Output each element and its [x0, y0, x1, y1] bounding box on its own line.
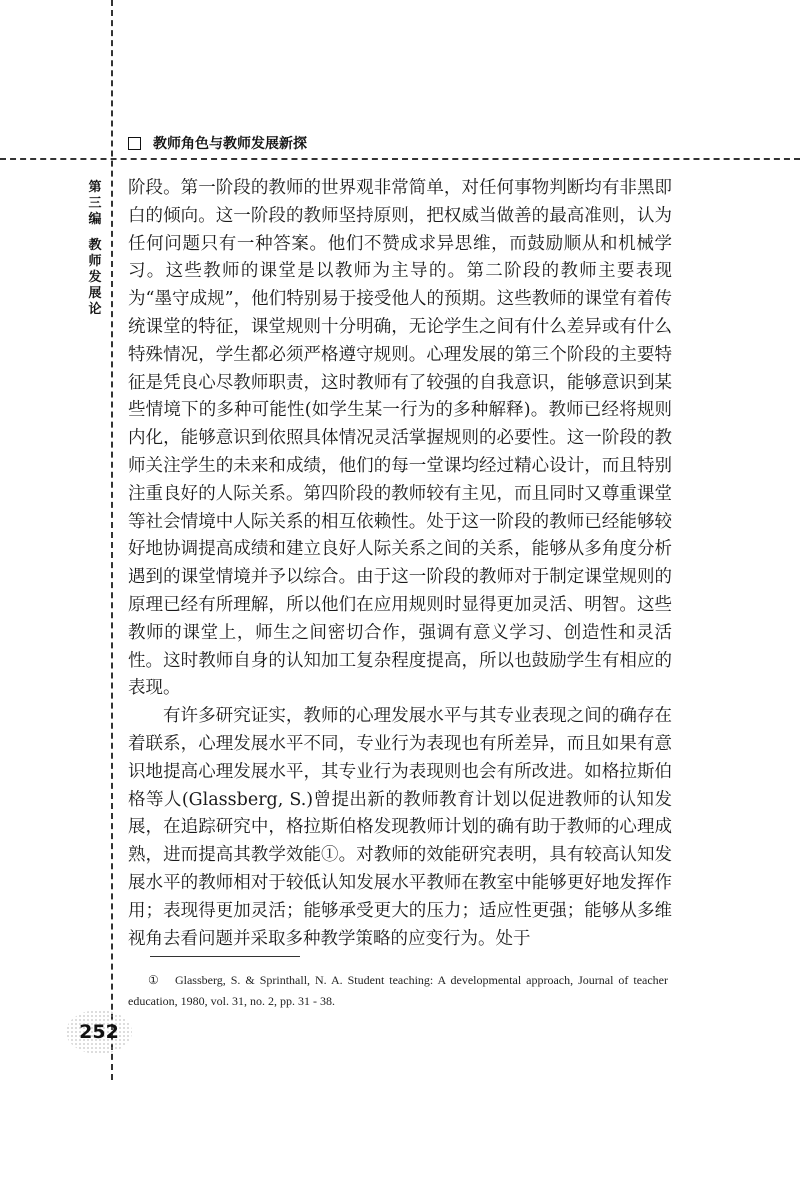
side-tab: [86, 180, 104, 318]
header-dashed-horizontal-rule: [0, 158, 800, 160]
footnote-mark: ①: [148, 973, 159, 987]
body-text: [128, 175, 672, 953]
running-header: [128, 133, 307, 153]
square-icon: [128, 137, 141, 150]
paragraph: 阶段。第一阶段的教师的世界观非常简单，对任何事物判断均有非黑即白的倾向。这一阶段的教师坚持原则，把权威当做善的最高准则，认为任何问题只有一种答案。他们不赞成求异思维，而鼓励顺从和机械学习。这些教师的课堂是以教师为主导的。第二阶段的教师主要表现为“墨守成规”，他们特别易于接受他人的预期。这些教师的课堂有着传统课堂的特征，课堂规则十分明确，无论学生之间有什么差异或有什么特殊情况，学生都必须严格遵守规则。心理发展的第三个阶段的主要特征是凭良心尽教师职责，这时教师有了较强的自我意识，能够意识到某些情境下的多种可能性(如学生某一行为的多种解释)。教师已经将规则内化，能够意识到依照具体情况灵活掌握规则的必要性。这一阶段的教师关注学生的未来和成绩，他们的每一堂课均经过精心设计，而且特别注重良好的人际关系。第四阶段的教师较有主见，而且同时又尊重课堂等社会情境中人际关系的相互依赖性。处于这一阶段的教师已经能够较好地协调提高成绩和建立良好人际关系之间的关系，能够从多角度分析遇到的课堂情境并予以综合。由于这一阶段的教师对于制定课堂规则的原理已经有所理解，所以他们在应用规则时显得更加灵活、明智。这些教师的课堂上，师生之间密切合作，强调有意义学习、创造性和灵活性。这时教师自身的认知加工复杂程度提高，所以也鼓励学生有相应的表现。: [128, 178, 672, 699]
footnote-rule: [150, 956, 300, 957]
side-tab-title: 教师发展论: [88, 238, 102, 317]
footnote: [128, 970, 668, 1012]
paragraph: 有许多研究证实，教师的心理发展水平与其专业表现之间的确存在着联系，心理发展水平不同，专业行为表现也有所差异，而且如果有意识地提高心理发展水平，其专业行为表现则也会有所改进。如格拉斯伯格等人(Glassberg, S.)曾提出新的教师教育计划以促进教师的认知发展，在追踪研究中，格拉斯伯格发现教师计划的确有助于教师的心理成熟，进而提高其教学效能①。对教师的效能研究表明，具有较高认知发展水平的教师相对于较低认知发展水平教师在教室中能够更好地发挥作用；表现得更加灵活；能够承受更大的压力；适应性更强；能够从多维视角去看问题并采取多种教学策略的应变行为。处于: [128, 706, 672, 949]
margin-dashed-vertical-rule: [111, 0, 113, 1080]
section-title: 教师角色与教师发展新探: [153, 136, 307, 152]
page-number: 252: [66, 1010, 132, 1054]
side-tab-part: 第三编: [88, 180, 102, 227]
footnote-text: Glassberg, S. & Sprinthall, N. A. Student teaching: A developmental approach, Journal of teacher education, 1980, vol. 31, no. 2, pp. 31 - 38.: [128, 973, 669, 1008]
